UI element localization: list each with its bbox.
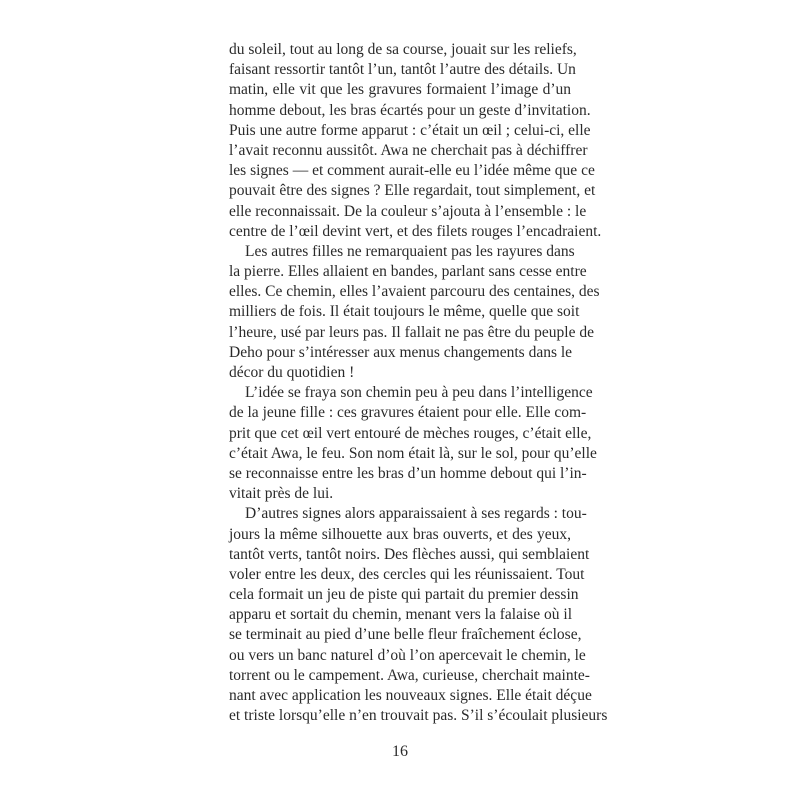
text-line: jours la même silhouette aux bras ouverts, et des yeux, [229,525,571,543]
text-line: apparu et sortait du chemin, menant vers la falaise où il [229,606,573,624]
text-line: milliers de fois. Il était toujours le même, quelle que soit [229,303,580,321]
text-line: c’était Awa, le feu. Son nom était là, sur le sol, pour qu’elle [229,444,597,462]
text-line: se terminait au pied d’une belle fleur fraîchement éclose, [229,626,582,644]
text-line: torrent ou le campement. Awa, curieuse, cherchait mainte- [229,666,590,684]
text-line: prit que cet œil vert entouré de mèches rouges, c’était elle, [229,424,592,442]
text-line: matin, elle vit que les gravures formaient l’image d’un [229,81,571,99]
text-line: Les autres filles ne remarquaient pas les rayures dans [245,242,575,260]
text-line: Puis une autre forme apparut : c’était un œil ; celui-ci, elle [229,121,591,139]
text-line: pouvait être des signes ? Elle regardait, tout simplement, et [229,182,596,200]
text-line: se reconnaisse entre les bras d’un homme debout qui l’in- [229,464,587,482]
text-line: voler entre les deux, des cercles qui les réunissaient. Tout [229,565,585,583]
paragraph [229,40,602,242]
text-line: centre de l’œil devint vert, et des filets rouges l’encadraient. [229,222,602,240]
text-line: vitait près de lui. [229,485,334,503]
text-line: L’idée se fraya son chemin peu à peu dans l’intelligence [245,384,593,402]
text-line: faisant ressortir tantôt l’un, tantôt l’autre des détails. Un [229,61,576,79]
text-line: D’autres signes alors apparaissaient à ses regards : tou- [245,505,587,523]
paragraph [229,504,608,726]
text-line: et triste lorsqu’elle n’en trouvait pas. S’il s’écoulait plusieurs [229,707,608,725]
paragraph [229,383,597,504]
text-line: tantôt verts, tantôt noirs. Des flèches aussi, qui semblaient [229,545,590,563]
text-line: homme debout, les bras écartés pour un geste d’invitation. [229,101,591,119]
body-text [229,40,608,726]
text-line: elles. Ce chemin, elles l’avaient parcouru des centaines, des [229,283,600,301]
text-line: Deho pour s’intéresser aux menus changements dans le [229,343,573,361]
text-line: du soleil, tout au long de sa course, jouait sur les reliefs, [229,41,577,58]
text-line: elle reconnaissait. De la couleur s’ajouta à l’ensemble : le [229,202,587,220]
text-line: décor du quotidien ! [229,364,355,381]
text-line: l’heure, usé par leurs pas. Il fallait ne pas être du peuple de [229,323,594,341]
text-line: de la jeune fille : ces gravures étaient pour elle. Elle com- [229,404,587,422]
text-line: l’avait reconnu aussitôt. Awa ne cherchait pas à déchiffrer [229,141,588,159]
text-line: les signes — et comment aurait-elle eu l’idée même que ce [229,162,595,180]
paragraph [229,242,600,383]
text-line: ou vers un banc naturel d’où l’on apercevait le chemin, le [229,646,586,664]
text-line: cela formait un jeu de piste qui partait du premier dessin [229,586,579,604]
text-line: la pierre. Elles allaient en bandes, parlant sans cesse entre [229,263,587,281]
text-line: nant avec application les nouveaux signes. Elle était déçue [229,687,592,704]
page-number: 16 [392,743,408,760]
